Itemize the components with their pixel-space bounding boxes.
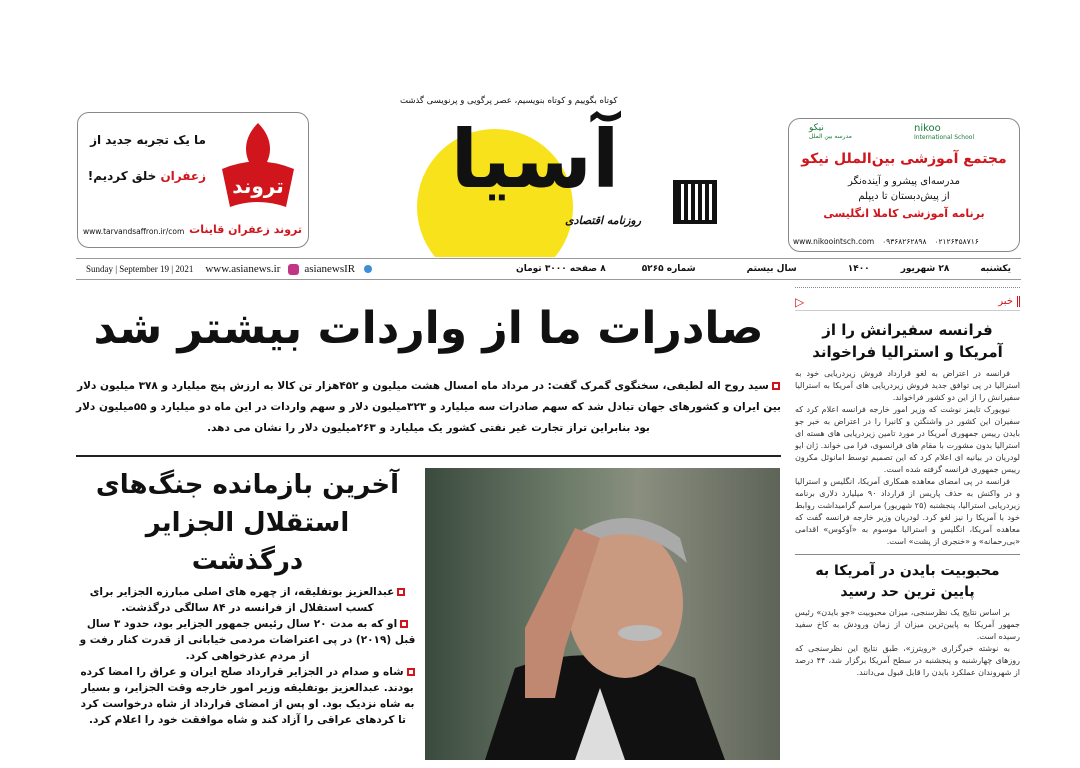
website-link[interactable]: www.asianews.ir <box>205 263 281 275</box>
verified-icon <box>364 265 372 273</box>
algeria-headline: آخرین بازمانده جنگ‌های استقلال الجزایر درگذشت <box>95 470 400 576</box>
masthead-slogan: کوتاه بگوییم و کوتاه بنویسیم، عصر پرگویی و پرنویسی گذشت <box>400 96 618 106</box>
main-story <box>76 296 781 439</box>
algeria-bullets <box>76 584 419 728</box>
instagram-icon <box>288 264 299 275</box>
nikoo-logo-fa: نیکو مدرسه بین الملل <box>809 123 852 140</box>
ad-line-1: مدرسه‌ای پیشرو و آینده‌نگر <box>847 176 961 187</box>
story1-headline: فرانسه سفیرانش را از آمریکا و استرالیا فراخواند <box>812 321 1003 361</box>
masthead-title: آسیا <box>450 113 620 206</box>
qr-code-icon[interactable] <box>673 180 717 224</box>
sidebar <box>795 287 1020 679</box>
volume-year: سال بیستم <box>746 264 797 274</box>
divider <box>76 455 781 457</box>
pages-price: ۸ صفحه ۳۰۰۰ تومان <box>516 264 606 274</box>
ad-tagline-1: ما یک تجربه جدید از <box>90 133 206 147</box>
issue-number: شماره ۵۲۶۵ <box>641 264 696 274</box>
masthead-subtitle: روزنامه اقتصادی <box>565 214 642 227</box>
weekday: یکشنبه <box>980 264 1011 274</box>
bullet-item: عبدالعزیز بوتفلیقه، از چهره های اصلی مبارزه الجزایر برای کسب استقلال از فرانسه در ۸۴ سالگی درگذشت. <box>76 584 419 616</box>
ad-tagline-2: زعفران خلق کردیم! <box>87 169 206 183</box>
ad-line-2: از پیش‌دبستان تا دیپلم <box>858 191 950 202</box>
story2-headline: محبوبیت بایدن در آمریکا به پایین ترین حد رسید <box>815 563 1000 600</box>
ad-line-3: برنامه آموزشی کاملا انگلیسی <box>823 207 985 220</box>
tarvand-logo: تروند <box>212 119 304 211</box>
ad-url[interactable]: www.tarvandsaffron.ir/com <box>83 227 185 236</box>
ad-contact: www.nikoointsch.com ۰۹۳۶۸۲۶۲۸۹۸ ۰۲۱۲۶۴۵۸۷۱۶ <box>793 237 979 246</box>
divider <box>795 554 1020 555</box>
ad-brand: تروند زعفران قاینات <box>189 223 302 236</box>
persian-date: ۲۸ شهریور <box>900 264 950 274</box>
english-date: Sunday | September 19 | 2021 <box>86 264 194 274</box>
tarvand-saffron-ad[interactable] <box>77 112 309 248</box>
nikoo-school-ad[interactable] <box>788 118 1020 252</box>
play-icon: ▷ <box>795 294 805 309</box>
algeria-story <box>76 466 419 728</box>
persian-year: ۱۴۰۰ <box>847 264 870 274</box>
dateline-bar <box>76 258 1021 280</box>
bullet-item: شاه و صدام در الجزایر قرارداد صلح ایران و عراق را امضا کرده بودند. عبدالعزیز بوتفلیقه وزیر امور خارجه وقت الجزایر، و بسیار به شاه نزدیک بود. او پس از امضای قرارداد از شاه درخواست کرد تا کردهای عراقی را آزاد کند و شاه موافقت خود را اعلام کرد. <box>80 666 415 726</box>
bullet-item: او که به مدت ۲۰ سال رئیس جمهور الجزایر بود، حدود ۳ سال قبل (۲۰۱۹) در پی اعتراضات مردمی خیابانی از قدرت کنار رفت و از مردم عذرخواهی کرد. <box>79 618 416 662</box>
section-label: ▷ خبر <box>795 293 1020 311</box>
story1-body: فرانسه در اعتراض به لغو قرارداد فروش زیردریایی خود به استرالیا در پی توافق جدید فروش زیردریایی های آمریکا به استرالیا سفیرانش را از این دو کشور فراخواند. نیویورک تایمز نوشت که وزیر امور خارجه فرانسه اعلام کرد که سفیران این کشور در واشنگتن و کانبرا را در اعتراض به خبر جو بایدن رییس جمهوری آمریکا در مورد تامین زیردریایی های هسته ای استرالیا بدون مشورت با مقام های فرانسوی، فرا می خواند. ژان ایو لودریان در بیانیه ای اعلام کرد که این تصمیم توسط امانوئل مکرون رییس جمهوری فرانسه گرفته شده است. فرانسه در پی امضای معاهده همکاری آمریکا، انگلیس و استرالیا و در واکنش به حذف پاریس از قرارداد ۹۰ میلیارد دلاری برنامه زیردریایی استرالیا، پنجشنبه (۲۵ شهریور) مراسم گرامیداشت روابط خود با آمریکا را نیز لغو کرد. لودریان وزیر خارجه فرانسه گفت که معاهده آمریکا، انگلیس و استرالیا موسوم به «آوکوس» اقدامی «بی‌رحمانه» و «خنجری از پشت» است. <box>795 369 1020 546</box>
story2-body: بر اساس نتایج یک نظرسنجی، میزان محبوبیت «جو بایدن» رئیس جمهور آمریکا به پایین‌ترین میزان از زمان ورودش به کاخ سفید رسیده است. به نوشته خبرگزاری «رویترز»، طبق نتایج این نظرسنجی که روزهای چهارشنبه و پنجشنبه در سطح آمریکا برگزار شد، ۴۴ درصد از شهروندان عملکرد بایدن را قابل قبول می‌دانند. <box>795 608 1020 677</box>
main-headline: صادرات ما از واردات بیشتر شد <box>93 303 764 354</box>
bouteflika-photo <box>425 468 780 760</box>
nikoo-logo-en: nikoo International School <box>914 123 975 141</box>
bullet-icon <box>772 382 780 390</box>
main-lede: سید روح اله لطیفی، سخنگوی گمرک گفت: در مرداد ماه امسال هشت میلیون و ۴۵۲هزار تن کالا به ارزش پنج میلیارد و ۳۷۸ میلیون دلار بین ایران و کشورهای جهان تبادل شد که سهم صادرات سه میلیارد و ۳۲۳میلیون دلار و سهم واردات در این ماه دو میلیارد و ۵۵میلیون دلار بود بنابراین تراز تجارت غیر نفتی کشور یک میلیارد و ۲۶۳میلیون دلار را نشان می دهد. <box>76 380 781 434</box>
instagram-handle[interactable]: asianewsIR <box>304 263 356 275</box>
masthead-logo <box>395 82 670 257</box>
ad-title: مجتمع آموزشی بین‌الملل نیکو <box>801 151 1007 167</box>
